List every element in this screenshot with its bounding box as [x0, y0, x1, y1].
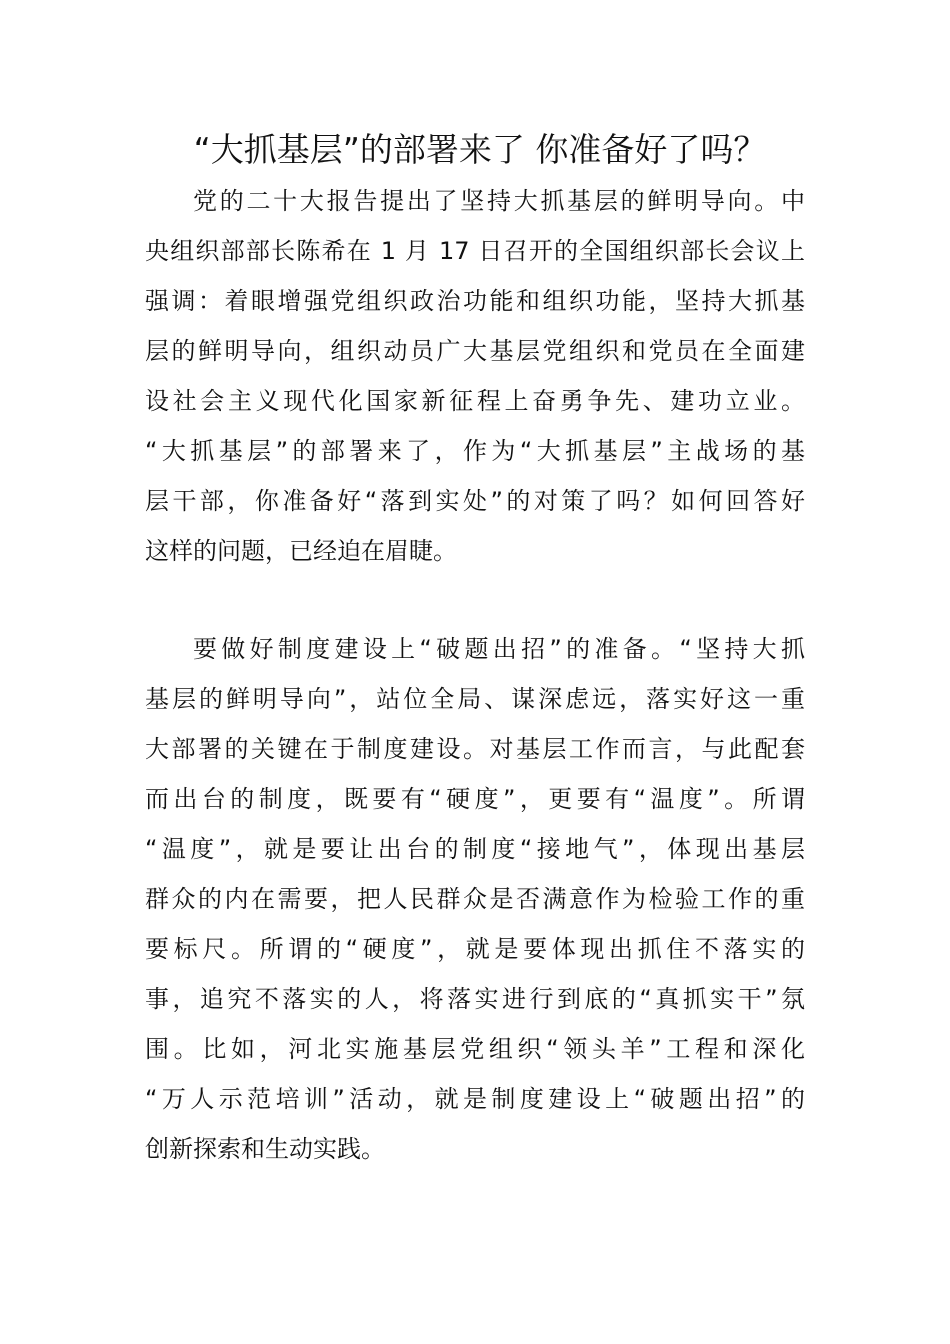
paragraph-line: 事，追究不落实的人，将落实进行到底的“真抓实干”氛 [145, 985, 805, 1013]
paragraph-line: 央组织部部长陈希在 1 月 17 日召开的全国组织部长会议上 [145, 237, 805, 265]
paragraph-line: 党的二十大报告提出了坚持大抓基层的鲜明导向。中 [193, 187, 805, 215]
paragraph-line: 层干部，你准备好“落到实处”的对策了吗？如何回答好 [145, 487, 805, 515]
paragraph-line: 围。比如，河北实施基层党组织“领头羊”工程和深化 [145, 1035, 805, 1063]
paragraph-line: 设社会主义现代化国家新征程上奋勇争先、建功立业。 [145, 387, 805, 415]
paragraph-line: 群众的内在需要，把人民群众是否满意作为检验工作的重 [145, 885, 805, 913]
paragraph-line: 层的鲜明导向，组织动员广大基层党组织和党员在全面建 [145, 337, 805, 365]
paragraph-line: 创新探索和生动实践。 [145, 1135, 385, 1163]
paragraph-line: 这样的问题，已经迫在眉睫。 [145, 537, 457, 565]
paragraph-line: “万人示范培训”活动，就是制度建设上“破题出招”的 [145, 1085, 805, 1113]
paragraph-line: 要标尺。所谓的“硬度”，就是要体现出抓住不落实的 [145, 935, 805, 963]
paragraph-line: 基层的鲜明导向”，站位全局、谋深虑远，落实好这一重 [145, 685, 805, 713]
paragraph-line: 要做好制度建设上“破题出招”的准备。“坚持大抓 [193, 635, 805, 663]
paragraph-line: 强调：着眼增强党组织政治功能和组织功能，坚持大抓基 [145, 287, 805, 315]
paragraph-line: “温度”，就是要让出台的制度“接地气”，体现出基层 [145, 835, 805, 863]
paragraph-line: 大部署的关键在于制度建设。对基层工作而言，与此配套 [145, 735, 805, 763]
paragraph-line: 而出台的制度，既要有“硬度”，更要有“温度”。所谓 [145, 785, 805, 813]
paragraph-line: “大抓基层”的部署来了，作为“大抓基层”主战场的基 [145, 437, 805, 465]
page-title: “大抓基层”的部署来了 你准备好了吗？ [193, 130, 767, 169]
paragraph-2 [145, 624, 805, 1174]
paragraph-1 [145, 176, 805, 576]
